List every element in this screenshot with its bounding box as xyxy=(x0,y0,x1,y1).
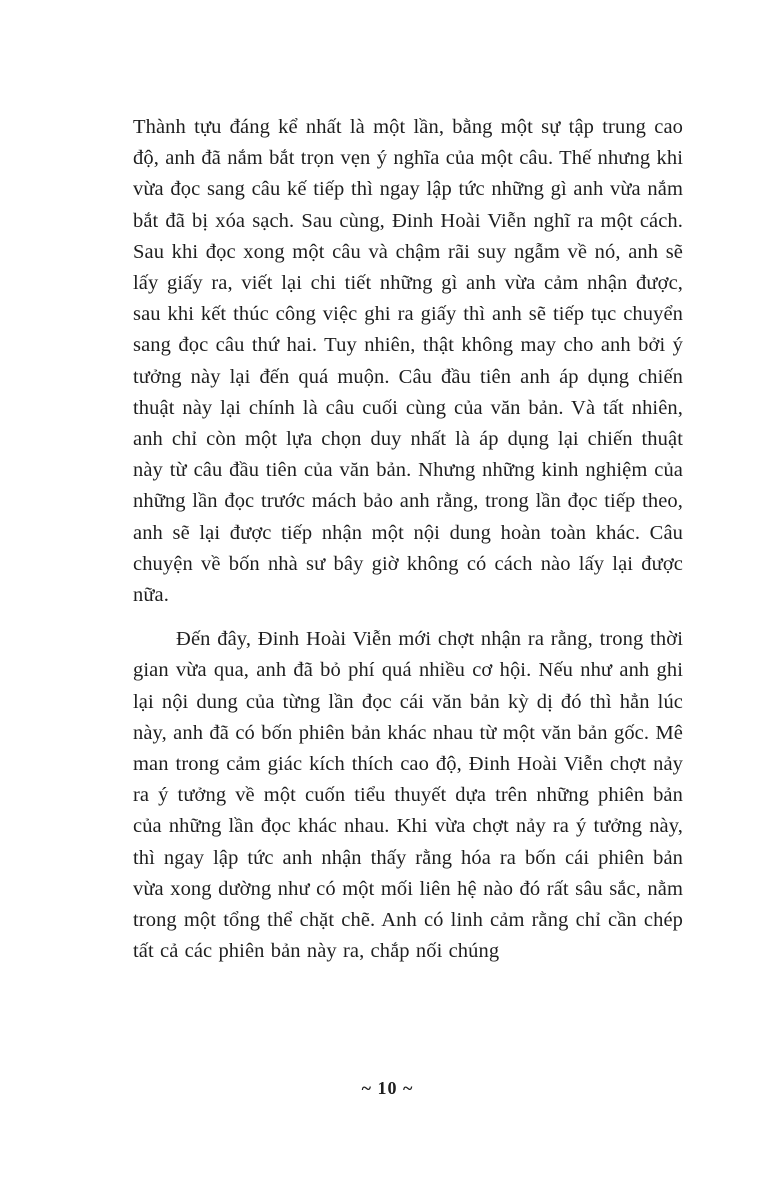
page-number: ~ 10 ~ xyxy=(361,1078,414,1098)
paragraph: Thành tựu đáng kể nhất là một lần, bằng một sự tập trung cao độ, anh đã nắm bắt trọn vẹn ý nghĩa của một câu. Thế nhưng khi vừa đọc sang câu kế tiếp thì ngay lập tức những gì anh vừa nắm bắt đã bị xóa sạch. Sau cùng, Đinh Hoài Viễn nghĩ ra một cách. Sau khi đọc xong một câu và chậm rãi suy ngẫm về nó, anh sẽ lấy giấy ra, viết lại chi tiết những gì anh vừa cảm nhận được, sau khi kết thúc công việc ghi ra giấy thì anh sẽ tiếp tục chuyển sang đọc câu thứ hai. Tuy nhiên, thật không may cho anh bởi ý tưởng này lại đến quá muộn. Câu đầu tiên anh áp dụng chiến thuật này lại chính là câu cuối cùng của văn bản. Và tất nhiên, anh chỉ còn một lựa chọn duy nhất là áp dụng lại chiến thuật này từ câu đầu tiên của văn bản. Nhưng những kinh nghiệm của những lần đọc trước mách bảo anh rằng, trong lần đọc tiếp theo, anh sẽ lại được tiếp nhận một nội dung hoàn toàn khác. Câu chuyện về bốn nhà sư bây giờ không có cách nào lấy lại được nữa. xyxy=(133,116,683,607)
page-text-block xyxy=(133,112,683,967)
paragraph: Đến đây, Đinh Hoài Viễn mới chợt nhận ra rằng, trong thời gian vừa qua, anh đã bỏ phí quá nhiều cơ hội. Nếu như anh ghi lại nội dung của từng lần đọc cái văn bản kỳ dị đó thì hẳn lúc này, anh đã có bốn phiên bản khác nhau từ một văn bản gốc. Mê man trong cảm giác kích thích cao độ, Đinh Hoài Viễn chợt nảy ra ý tưởng về một cuốn tiểu thuyết dựa trên những phiên bản của những lần đọc khác nhau. Khi vừa chợt nảy ra ý tưởng này, thì ngay lập tức anh nhận thấy rằng hóa ra bốn cái phiên bản vừa xong dường như có một mối liên hệ nào đó rất sâu sắc, nằm trong một tổng thể chặt chẽ. Anh có linh cảm rằng chỉ cần chép tất cả các phiên bản này ra, chắp nối chúng xyxy=(133,628,683,963)
